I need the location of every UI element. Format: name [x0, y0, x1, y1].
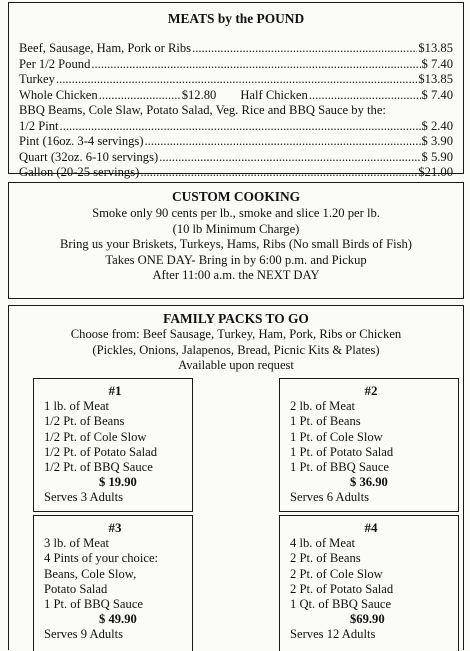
pack-item: 1 Pt. of Beans	[290, 414, 361, 429]
menu-line	[19, 134, 453, 150]
item-price: $ 7.40	[421, 87, 453, 102]
menu-line	[19, 72, 453, 88]
menu-line	[19, 150, 453, 166]
pack-item: 1/2 Pt. of Potato Salad	[44, 444, 157, 459]
leader-dots	[309, 88, 421, 104]
item-label: Half Chicken	[240, 87, 308, 102]
pack-item: 1/2 Pt. of Beans	[44, 414, 125, 429]
pack-card-1	[33, 378, 193, 512]
custom-cooking-section	[8, 182, 464, 299]
pack-serves: Serves 6 Adults	[290, 490, 370, 505]
family-title: FAMILY PACKS TO GO	[163, 311, 309, 326]
pack-item: 1 Pt. of BBQ Sauce	[290, 460, 389, 475]
pack-item: 1 Pt. of Potato Salad	[290, 444, 394, 459]
pack-price: $69.90	[350, 612, 385, 627]
pack-item: 1 lb. of Meat	[44, 399, 110, 414]
pack-item: 4 Pints of your choice:	[44, 551, 159, 566]
pack-item: 2 Pt. of Beans	[290, 551, 361, 566]
pack-item: 2 lb. of Meat	[290, 399, 356, 414]
leader-dots	[91, 57, 420, 73]
pack-item: Potato Salad	[44, 581, 108, 596]
pack-price: $ 36.90	[350, 475, 388, 490]
family-packs-section	[8, 305, 464, 650]
pack-card-4	[279, 515, 459, 651]
leader-dots	[159, 150, 420, 166]
leader-dots	[60, 119, 421, 135]
pack-item: 1/2 Pt. of Cole Slow	[44, 429, 147, 444]
custom-line: Bring us your Briskets, Turkeys, Hams, Ribs (No small Birds of Fish)	[60, 237, 412, 251]
item-price: $13.85	[418, 41, 453, 55]
pack-number: #1	[108, 383, 122, 398]
item-label: 1/2 Pint	[19, 118, 59, 133]
item-label: Gallon (20-25 servings)	[19, 165, 140, 179]
family-line: (Pickles, Onions, Jalapenos, Bread, Picnic Kits & Plates)	[92, 342, 380, 357]
pack-card-3	[33, 515, 193, 651]
pack-price: $ 19.90	[99, 475, 137, 490]
item-label: Beef, Sausage, Ham, Pork or Ribs	[19, 41, 192, 55]
pack-item: 1 Pt. of Cole Slow	[290, 429, 383, 444]
leader-dots	[192, 41, 417, 57]
family-line: Available upon request	[178, 358, 294, 372]
item-price: $ 3.90	[421, 134, 453, 148]
pack-price: $ 49.90	[99, 612, 137, 627]
leader-dots	[56, 72, 417, 88]
pack-item: 1/2 Pt. of BBQ Sauce	[44, 460, 153, 475]
custom-line: Takes ONE DAY- Bring in by 6:00 p.m. and Pickup	[105, 252, 367, 267]
leader-dots	[140, 165, 417, 181]
pack-serves: Serves 3 Adults	[44, 490, 124, 505]
pack-item: Beans, Cole Slow,	[44, 566, 137, 581]
pack-card-2	[279, 378, 459, 512]
item-label: Whole Chicken	[19, 87, 98, 102]
menu-line	[19, 119, 453, 135]
item-label: Quart (32oz. 6-10 servings)	[19, 149, 159, 164]
meats-section	[8, 2, 464, 179]
pack-serves: Serves 9 Adults	[44, 627, 124, 642]
pack-item: 4 lb. of Meat	[290, 536, 356, 551]
meats-title: MEATS by the POUND	[167, 11, 305, 26]
custom-title: CUSTOM COOKING	[171, 189, 301, 204]
pack-number: #2	[364, 383, 378, 398]
item-price: $ 2.40	[421, 118, 453, 133]
pack-serves: Serves 12 Adults	[290, 627, 376, 642]
chicken-line	[19, 88, 453, 104]
sides-note: BBQ Beams, Cole Slaw, Potato Salad, Veg. Rice and BBQ Sauce by the:	[19, 103, 386, 117]
item-price: $21.00	[418, 165, 453, 179]
custom-line: Smoke only 90 cents per lb., smoke and slice 1.20 per lb.	[92, 206, 380, 220]
custom-line: After 11:00 a.m. the NEXT DAY	[152, 268, 320, 282]
item-price: $12.80	[181, 87, 217, 102]
item-label: Turkey	[19, 72, 55, 86]
item-price: $ 7.40	[421, 56, 453, 71]
pack-number: #3	[108, 520, 122, 535]
pack-item: 3 lb. of Meat	[44, 536, 110, 551]
pack-item: 1 Qt. of BBQ Sauce	[290, 597, 392, 612]
menu-line	[19, 165, 453, 181]
family-line: Choose from: Beef Sausage, Turkey, Ham, Pork, Ribs or Chicken	[70, 327, 402, 341]
pack-item: 1 Pt. of BBQ Sauce	[44, 597, 143, 612]
item-price: $13.85	[418, 72, 453, 86]
pack-item: 2 Pt. of Cole Slow	[290, 566, 383, 581]
leader-dots	[99, 88, 181, 104]
menu-line	[19, 41, 453, 57]
pack-number: #4	[364, 520, 378, 535]
leader-dots	[145, 134, 421, 150]
item-label: Pint (16oz. 3-4 servings)	[19, 134, 144, 148]
menu-line	[19, 57, 453, 73]
item-price: $ 5.90	[421, 149, 453, 164]
item-label: Per 1/2 Pound	[19, 56, 91, 71]
pack-item: 2 Pt. of Potato Salad	[290, 581, 394, 596]
custom-line: (10 lb Minimum Charge)	[172, 221, 300, 236]
